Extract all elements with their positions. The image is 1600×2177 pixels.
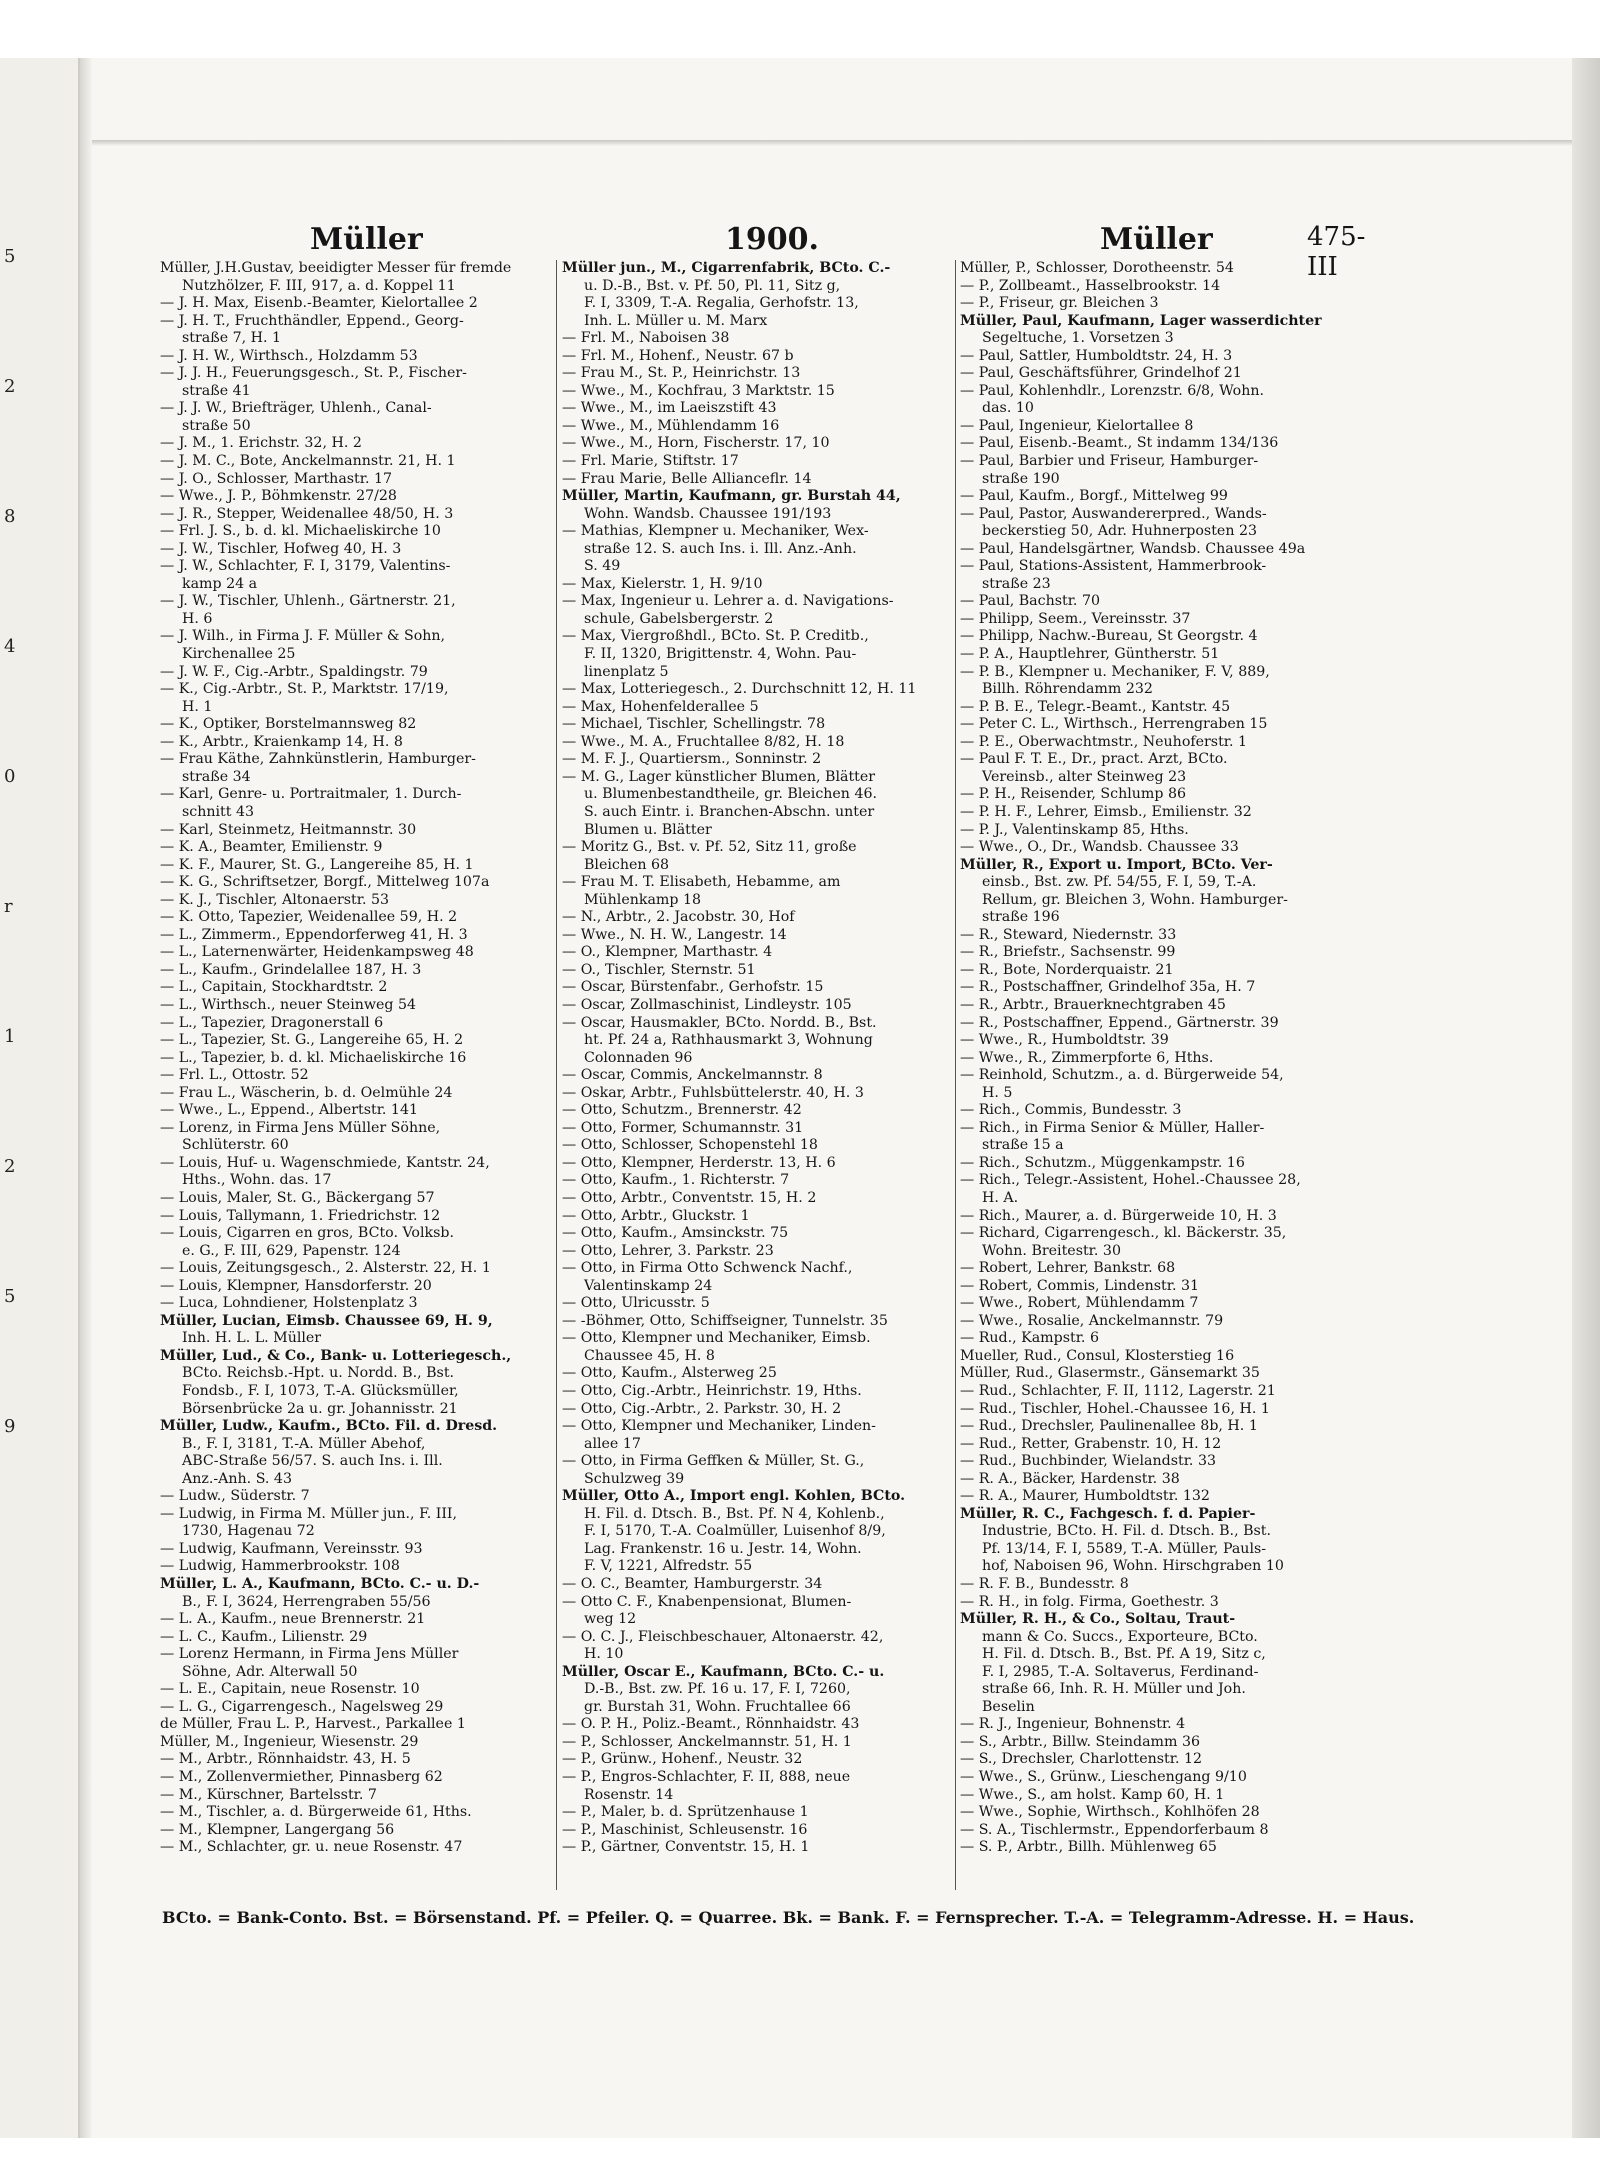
directory-entry-line: — P. B., Klempner u. Mechaniker, F. V, 889, [960,663,1270,680]
directory-entry-line: — Otto, Arbtr., Conventstr. 15, H. 2 [562,1189,817,1206]
previous-page-text-fragment: 2 [4,376,16,397]
directory-entry-line: — J. J. H., Feuerungsgesch., St. P., Fischer- [160,365,467,382]
directory-entry-line: — Rud., Buchbinder, Wielandstr. 33 [960,1453,1217,1470]
directory-entry-line: — Otto, Kaufm., Alsterweg 25 [562,1365,777,1382]
directory-entry-line: — Reinhold, Schutzm., a. d. Bürgerweide 54, [960,1067,1284,1084]
directory-entry-line: Mühlenkamp 18 [584,891,702,908]
directory-entry-line: e. G., F. III, 629, Papenstr. 124 [182,1242,401,1259]
directory-entry-line: Müller, Rud., Glasermstr., Gänsemarkt 35 [960,1365,1260,1382]
directory-entry-line: Pf. 13/14, F. I, 5589, T.-A. Müller, Pauls- [982,1540,1267,1557]
directory-entry-line: — R., Briefstr., Sachsenstr. 99 [960,944,1176,961]
directory-entry-line: — Robert, Commis, Lindenstr. 31 [960,1277,1200,1294]
directory-entry-line: allee 17 [584,1435,641,1452]
header-left-keyword: Müller [310,222,423,257]
directory-entry-line: — J. W., Schlachter, F. I, 3179, Valentins- [160,558,451,575]
directory-entry-line: gr. Burstah 31, Wohn. Fruchtallee 66 [584,1698,851,1715]
directory-entry-line: Valentinskamp 24 [584,1277,713,1294]
directory-entry-line: — Otto, Klempner, Herderstr. 13, H. 6 [562,1154,836,1171]
directory-entry-line: — J. W., Tischler, Hofweg 40, H. 3 [160,540,402,557]
page-number: 475-III [1307,222,1366,282]
directory-entry-line: — Rud., Retter, Grabenstr. 10, H. 12 [960,1435,1222,1452]
directory-entry-line: — Paul, Stations-Assistent, Hammerbrook- [960,558,1267,575]
directory-entry-line: F. V, 1221, Alfredstr. 55 [584,1558,753,1575]
directory-entry-line: — Frau L., Wäscherin, b. d. Oelmühle 24 [160,1084,453,1101]
directory-entry-line: — Wwe., M., im Laeiszstift 43 [562,400,777,417]
directory-entry-line: Chaussee 45, H. 8 [584,1347,715,1364]
directory-entry-line: straße 190 [982,470,1060,487]
directory-entry-line: H. 5 [982,1084,1013,1101]
directory-entry-line: — Louis, Maler, St. G., Bäckergang 57 [160,1189,435,1206]
directory-entry-line: — Wwe., Robert, Mühlendamm 7 [960,1295,1199,1312]
directory-entry-line: — K., Cig.-Arbtr., St. P., Marktstr. 17/19, [160,681,449,698]
directory-entry-line: — Rich., in Firma Senior & Müller, Haller- [960,1119,1265,1136]
directory-entry-line: — L., Tapezier, Dragonerstall 6 [160,1014,384,1031]
directory-entry-line: — Wwe., S., am holst. Kamp 60, H. 1 [960,1786,1225,1803]
directory-entry-line: Müller, J.H.Gustav, beeidigter Messer für fremde [160,260,512,276]
previous-page-text-fragment: 9 [4,1416,16,1437]
directory-entry-line: — S. P., Arbtr., Billh. Mühlenweg 65 [960,1839,1217,1856]
directory-entry-line: — Wwe., O., Dr., Wandsb. Chaussee 33 [960,839,1239,856]
directory-entry-line: — Rich., Commis, Bundesstr. 3 [960,1102,1182,1119]
directory-entry-line: — P. B. E., Telegr.-Beamt., Kantstr. 45 [960,698,1231,715]
directory-entry-line: Söhne, Adr. Alterwall 50 [182,1663,358,1680]
abbreviation-legend: BCto. = Bank-Conto. Bst. = Börsenstand. Pf. = Pfeiler. Q. = Quarree. Bk. = Bank. F. = Fernsprecher. T.-A. = Telegramm-Adresse. H. = Haus. [162,1908,1415,1927]
directory-entry-line: — Rud., Schlachter, F. II, 1112, Lagerstr. 21 [960,1383,1276,1399]
directory-entry-line: — K. J., Tischler, Altonaerstr. 53 [160,891,390,908]
directory-entry-line: — J. M. C., Bote, Anckelmannstr. 21, H. 1 [160,453,456,470]
directory-entry-line: straße 12. S. auch Ins. i. Ill. Anz.-Anh. [584,540,857,557]
directory-entry-line: — Paul, Sattler, Humboldtstr. 24, H. 3 [960,347,1233,364]
directory-entry-line: — Oscar, Hausmakler, BCto. Nordd. B., Bst. [562,1014,877,1031]
directory-entry-line: — M. G., Lager künstlicher Blumen, Blätter [562,768,876,785]
directory-entry-line: — L., Capitain, Stockhardtstr. 2 [160,979,388,996]
directory-entry-line: — Max, Viergroßhdl., BCto. St. P. Creditb., [562,628,869,645]
directory-entry-line: — K. F., Maurer, St. G., Langereihe 85, H. 1 [160,856,474,873]
directory-entry-line: — M., Tischler, a. d. Bürgerweide 61, Hths. [160,1804,472,1821]
directory-entry-line: — Robert, Lehrer, Bankstr. 68 [960,1260,1176,1277]
directory-entry-line: — Louis, Tallymann, 1. Friedrichstr. 12 [160,1207,441,1224]
directory-entry-line: — J. H. W., Wirthsch., Holzdamm 53 [160,347,418,364]
directory-entry-line: — Paul, Geschäftsführer, Grindelhof 21 [960,365,1242,382]
directory-entry-line: — M., Arbtr., Rönnhaidstr. 43, H. 5 [160,1751,411,1768]
column-divider [556,260,557,1890]
directory-entry-line: — N., Arbtr., 2. Jacobstr. 30, Hof [562,909,795,926]
directory-entry-line: — J. W., Tischler, Uhlenh., Gärtnerstr. 21, [160,593,456,610]
directory-entry-line: — Otto, in Firma Otto Schwenck Nachf., [562,1260,853,1277]
book-gutter [80,58,92,2138]
directory-entry-line: — L., Tapezier, St. G., Langereihe 65, H. 2 [160,1032,464,1049]
directory-entry-line: — Otto, Cig.-Arbtr., 2. Parkstr. 30, H. 2 [562,1400,842,1417]
directory-entry-line: — K., Arbtr., Kraienkamp 14, H. 8 [160,733,403,750]
directory-entry-line: — Wwe., Rosalie, Anckelmannstr. 79 [960,1312,1224,1329]
directory-entry-line: — R., Postschaffner, Eppend., Gärtnerstr. 39 [960,1014,1279,1031]
directory-entry-line: straße 23 [982,575,1051,592]
directory-entry-line: — O., Tischler, Sternstr. 51 [562,961,756,978]
directory-entry-line: Schulzweg 39 [584,1470,685,1487]
directory-entry-line: — K. Otto, Tapezier, Weidenallee 59, H. 2 [160,909,458,926]
directory-entry-line: straße 66, Inh. R. H. Müller und Joh. [982,1681,1246,1698]
directory-entry-line: — Michael, Tischler, Schellingstr. 78 [562,716,826,733]
directory-entry-line: — Otto, Arbtr., Gluckstr. 1 [562,1207,750,1224]
directory-entry-line: Müller jun., M., Cigarrenfabrik, BCto. C.- [562,260,891,276]
directory-entry-line: — Rud., Drechsler, Paulinenallee 8b, H. 1 [960,1418,1258,1435]
directory-column-3 [960,260,1332,1857]
directory-entry-line: — R. F. B., Bundesstr. 8 [960,1576,1129,1593]
directory-entry-line: — Wwe., R., Humboldtstr. 39 [960,1032,1169,1049]
directory-entry-line: — Wwe., M., Kochfrau, 3 Marktstr. 15 [562,382,835,399]
directory-entry-line: — Otto C. F., Knabenpensionat, Blumen- [562,1593,852,1610]
directory-entry-line: H. 6 [182,610,213,627]
directory-entry-line: H. A. [982,1189,1019,1206]
directory-entry-line: — S. A., Tischlermstr., Eppendorferbaum 8 [960,1821,1269,1838]
directory-entry-line: Nutzhölzer, F. III, 917, a. d. Koppel 11 [182,277,456,294]
directory-entry-line: — Rud., Tischler, Hohel.-Chaussee 16, H. 1 [960,1400,1270,1417]
directory-entry-line: — Wwe., J. P., Böhmkenstr. 27/28 [160,488,397,505]
directory-entry-line: S. auch Eintr. i. Branchen-Abschn. unter [584,803,875,820]
directory-entry-line: — Frau Marie, Belle Allianceflr. 14 [562,470,812,487]
directory-entry-line: — R., Bote, Norderquaistr. 21 [960,961,1174,978]
directory-entry-line: — Frl. M., Naboisen 38 [562,330,730,347]
directory-entry-line: ABC-Straße 56/57. S. auch Ins. i. Ill. [182,1453,443,1470]
directory-entry-line: — M., Klempner, Langergang 56 [160,1821,395,1838]
directory-entry-line: — P., Schlosser, Anckelmannstr. 51, H. 1 [562,1733,852,1750]
directory-entry-line: — Otto, Former, Schumannstr. 31 [562,1119,804,1136]
directory-entry-line: — Luca, Lohndiener, Holstenplatz 3 [160,1295,418,1312]
previous-page-text-fragment: 8 [4,506,16,527]
directory-entry-line: Schlüterstr. 60 [182,1137,289,1154]
directory-entry-line: — P. A., Hauptlehrer, Güntherstr. 51 [960,646,1220,663]
directory-entry-line: u. Blumenbestandtheile, gr. Bleichen 46. [584,786,878,803]
directory-entry-line: — Oscar, Bürstenfabr., Gerhofstr. 15 [562,979,824,996]
directory-entry-line: hof, Naboisen 96, Wohn. Hirschgraben 10 [982,1558,1284,1575]
directory-entry-line: Müller, R. H., & Co., Soltau, Traut- [960,1611,1236,1628]
directory-entry-line: — Paul, Kaufm., Borgf., Mittelweg 99 [960,488,1228,505]
directory-entry-line: Lag. Frankenstr. 16 u. Jestr. 14, Wohn. [584,1540,862,1557]
directory-entry-line: — Karl, Genre- u. Portraitmaler, 1. Durch- [160,786,462,803]
directory-column-1 [160,260,552,1857]
directory-entry-line: — Otto, Ulricusstr. 5 [562,1295,710,1312]
directory-entry-line: — P., Friseur, gr. Bleichen 3 [960,295,1159,312]
directory-entry-line: — Otto, in Firma Geffken & Müller, St. G., [562,1453,865,1470]
directory-entry-line: — Frau M., St. P., Heinrichstr. 13 [562,365,801,382]
directory-entry-line: — Otto, Klempner und Mechaniker, Eimsb. [562,1330,871,1347]
directory-entry-line: Wohn. Breitestr. 30 [982,1242,1121,1259]
directory-entry-line: Inh. H. L. L. Müller [182,1330,322,1347]
directory-entry-line: — L., Laternenwärter, Heidenkampsweg 48 [160,944,474,961]
page-right-edge [1572,58,1600,2138]
directory-entry-line: — Lorenz, in Firma Jens Müller Söhne, [160,1119,441,1136]
directory-entry-line: — Max, Ingenieur u. Lehrer a. d. Navigations- [562,593,894,610]
directory-entry-line: — Lorenz Hermann, in Firma Jens Müller [160,1646,459,1663]
directory-entry-line: — Frl. J. S., b. d. kl. Michaeliskirche 10 [160,523,441,540]
directory-entry-line: linenplatz 5 [584,663,669,680]
directory-entry-line: — Otto, Lehrer, 3. Parkstr. 23 [562,1242,774,1259]
directory-entry-line: — J. R., Stepper, Weidenallee 48/50, H. 3 [160,505,454,522]
directory-entry-line: — Wwe., M., Horn, Fischerstr. 17, 10 [562,435,830,452]
directory-entry-line: — Otto, Schutzm., Brennerstr. 42 [562,1102,802,1119]
directory-entry-line: beckerstieg 50, Adr. Huhnerposten 23 [982,523,1258,540]
directory-entry-line: — Peter C. L., Wirthsch., Herrengraben 15 [960,716,1268,733]
directory-entry-line: — Paul, Barbier und Friseur, Hamburger- [960,453,1259,470]
directory-entry-line: — R. J., Ingenieur, Bohnenstr. 4 [960,1716,1186,1733]
directory-entry-line: Müller, M., Ingenieur, Wiesenstr. 29 [160,1733,419,1750]
directory-entry-line: H. Fil. d. Dtsch. B., Bst. Pf. A 19, Sitz c, [982,1646,1266,1663]
directory-entry-line: Colonnaden 96 [584,1049,693,1066]
directory-entry-line: — Otto, Kaufm., 1. Richterstr. 7 [562,1172,790,1189]
directory-entry-line: Mueller, Rud., Consul, Klosterstieg 16 [960,1347,1235,1364]
directory-entry-line: — Louis, Zeitungsgesch., 2. Alsterstr. 22, H. 1 [160,1260,491,1277]
directory-entry-line: — P. J., Valentinskamp 85, Hths. [960,821,1189,838]
directory-entry-line: H. Fil. d. Dtsch. B., Bst. Pf. N 4, Kohlenb., [584,1505,885,1522]
directory-entry-line: — Moritz G., Bst. v. Pf. 52, Sitz 11, große [562,839,857,856]
directory-entry-line: Müller, Paul, Kaufmann, Lager wasserdichter [960,312,1322,329]
directory-entry-line: Hths., Wohn. das. 17 [182,1172,332,1189]
directory-entry-line: — Paul, Kohlenhdlr., Lorenzstr. 6/8, Wohn. [960,382,1265,399]
directory-entry-line: Segeltuche, 1. Vorsetzen 3 [982,330,1174,347]
directory-entry-line: — P., Maschinist, Schleusenstr. 16 [562,1821,808,1838]
directory-entry-line: Müller, Lud., & Co., Bank- u. Lotteriegesch., [160,1347,512,1364]
directory-entry-line: — Wwe., M., Mühlendamm 16 [562,417,780,434]
directory-entry-line: de Müller, Frau L. P., Harvest., Parkallee 1 [160,1716,466,1733]
directory-entry-line: Fondsb., F. I, 1073, T.-A. Glücksmüller, [182,1383,459,1399]
directory-entry-line: mann & Co. Succs., Exporteure, BCto. [982,1628,1258,1645]
directory-entry-line: — Ludwig, in Firma M. Müller jun., F. III, [160,1505,458,1522]
directory-entry-line: — S., Drechsler, Charlottenstr. 12 [960,1751,1203,1768]
directory-entry-line: — Ludwig, Kaufmann, Vereinsstr. 93 [160,1540,423,1557]
directory-entry-line: — Paul, Eisenb.-Beamt., St indamm 134/136 [960,435,1279,452]
directory-entry-line: Kirchenallee 25 [182,646,296,663]
directory-entry-line: H. 10 [584,1646,624,1663]
directory-entry-line: — Richard, Cigarrengesch., kl. Bäckerstr. 35, [960,1225,1287,1242]
directory-entry-line: Müller, Oscar E., Kaufmann, BCto. C.- u. [562,1663,885,1680]
directory-entry-line: Rosenstr. 14 [584,1786,674,1803]
directory-entry-line: Inh. L. Müller u. M. Marx [584,312,768,329]
directory-entry-line: — Frl. M., Hohenf., Neustr. 67 b [562,347,794,364]
directory-entry-line: Müller, L. A., Kaufmann, BCto. C.- u. D.- [160,1576,480,1593]
directory-entry-line: — O. C., Beamter, Hamburgerstr. 34 [562,1576,823,1593]
directory-entry-line: S. 49 [584,558,621,575]
directory-entry-line: — -Böhmer, Otto, Schiffseigner, Tunnelstr. 35 [562,1312,888,1329]
directory-entry-line: — J. Wilh., in Firma J. F. Müller & Sohn, [160,628,446,645]
directory-entry-line: Bleichen 68 [584,856,670,873]
directory-entry-line: — Max, Lotteriegesch., 2. Durchschnitt 12, H. 11 [562,681,917,698]
directory-entry-line: — P. H. F., Lehrer, Eimsb., Emilienstr. 32 [960,803,1252,820]
directory-entry-line: weg 12 [584,1611,637,1628]
directory-entry-line: straße 34 [182,768,251,785]
directory-entry-line: — R., Arbtr., Brauerknechtgraben 45 [960,996,1226,1013]
directory-entry-line: F. I, 3309, T.-A. Regalia, Gerhofstr. 13, [584,295,859,312]
directory-entry-line: — Wwe., Sophie, Wirthsch., Kohlhöfen 28 [960,1804,1260,1821]
directory-entry-line: — M., Schlachter, gr. u. neue Rosenstr. 47 [160,1839,463,1856]
directory-entry-line: — R., Steward, Niedernstr. 33 [960,926,1177,943]
directory-entry-line: — P. E., Oberwachtmstr., Neuhoferstr. 1 [960,733,1248,750]
directory-entry-line: — J. W. F., Cig.-Arbtr., Spaldingstr. 79 [160,663,428,680]
directory-entry-line: — J. M., 1. Erichstr. 32, H. 2 [160,435,362,452]
directory-entry-line: — Otto, Klempner und Mechaniker, Linden- [562,1418,876,1435]
directory-entry-line: — Oskar, Arbtr., Fuhlsbüttelerstr. 40, H. 3 [562,1084,864,1101]
directory-entry-line: — Karl, Steinmetz, Heitmannstr. 30 [160,821,417,838]
directory-entry-line: — Wwe., L., Eppend., Albertstr. 141 [160,1102,419,1119]
column-divider [955,260,956,1890]
directory-entry-line: — P., Zollbeamt., Hasselbrookstr. 14 [960,277,1221,294]
directory-entry-line: — J. H. Max, Eisenb.-Beamter, Kielortallee 2 [160,295,478,312]
directory-entry-line: — Ludwig, Hammerbrookstr. 108 [160,1558,400,1575]
directory-entry-line: D.-B., Bst. zw. Pf. 16 u. 17, F. I, 7260, [584,1681,851,1698]
directory-entry-line: einsb., Bst. zw. Pf. 54/55, F. I, 59, T.-A. [982,874,1257,891]
directory-entry-line: — K. A., Beamter, Emilienstr. 9 [160,839,383,856]
directory-entry-line: F. II, 1320, Brigittenstr. 4, Wohn. Pau- [584,646,857,663]
directory-entry-line: — L., Kaufm., Grindelallee 187, H. 3 [160,961,422,978]
directory-entry-line: — M., Kürschner, Bartelsstr. 7 [160,1786,377,1803]
directory-entry-line: — Wwe., M. A., Fruchtallee 8/82, H. 18 [562,733,845,750]
directory-entry-line: — Otto, Kaufm., Amsinckstr. 75 [562,1225,789,1242]
directory-entry-line: Müller, R., Export u. Import, BCto. Ver- [960,856,1273,873]
directory-entry-line: — L. A., Kaufm., neue Brennerstr. 21 [160,1611,426,1628]
directory-entry-line: BCto. Reichsb.-Hpt. u. Nordd. B., Bst. [182,1365,455,1382]
page-shadow [92,140,1572,146]
directory-entry-line: — Frau M. T. Elisabeth, Hebamme, am [562,874,841,891]
previous-page-edge [0,58,80,2138]
directory-entry-line: — Otto, Cig.-Arbtr., Heinrichstr. 19, Hths. [562,1383,862,1399]
directory-entry-line: — Frl. L., Ottostr. 52 [160,1067,309,1084]
directory-entry-line: — R. H., in folg. Firma, Goethestr. 3 [960,1593,1219,1610]
directory-column-2 [562,260,948,1857]
directory-entry-line: straße 15 a [982,1137,1064,1154]
directory-entry-line: — Frau Käthe, Zahnkünstlerin, Hamburger- [160,751,476,768]
directory-entry-line: — Paul, Handelsgärtner, Wandsb. Chaussee 49a [960,540,1306,557]
directory-entry-line: — M. F. J., Quartiersm., Sonninstr. 2 [562,751,822,768]
directory-entry-line: schule, Gabelsbergerstr. 2 [584,610,774,627]
directory-entry-line: Rellum, gr. Bleichen 3, Wohn. Hamburger- [982,891,1288,908]
previous-page-text-fragment: 5 [4,1286,16,1307]
directory-entry-line: schnitt 43 [182,803,255,820]
directory-entry-line: Vereinsb., alter Steinweg 23 [982,768,1187,785]
directory-entry-line: — Louis, Klempner, Hansdorferstr. 20 [160,1277,432,1294]
directory-entry-line: Müller, Otto A., Import engl. Kohlen, BCto. [562,1488,906,1505]
directory-entry-line: — Ludw., Süderstr. 7 [160,1488,310,1505]
directory-entry-line: — Louis, Huf- u. Wagenschmiede, Kantstr. 24, [160,1154,490,1171]
directory-entry-line: das. 10 [982,400,1034,417]
directory-entry-line: — O. P. H., Poliz.-Beamt., Rönnhaidstr. 43 [562,1716,860,1733]
directory-entry-line: — Mathias, Klempner u. Mechaniker, Wex- [562,523,869,540]
directory-entry-line: Müller, Ludw., Kaufm., BCto. Fil. d. Dresd. [160,1418,498,1435]
directory-entry-line: — J. J. W., Briefträger, Uhlenh., Canal- [160,400,432,417]
directory-entry-line: — R., Postschaffner, Grindelhof 35a, H. 7 [960,979,1256,996]
directory-entry-line: — Max, Kielerstr. 1, H. 9/10 [562,575,763,592]
directory-entry-line: Industrie, BCto. H. Fil. d. Dtsch. B., Bst. [982,1523,1272,1540]
directory-entry-line: Müller, Lucian, Eimsb. Chaussee 69, H. 9, [160,1312,493,1329]
directory-entry-line: — Rud., Kampstr. 6 [960,1330,1099,1347]
previous-page-text-fragment: 4 [4,636,16,657]
directory-entry-line: — K. G., Schriftsetzer, Borgf., Mittelweg 107a [160,874,490,891]
directory-entry-line: — Philipp, Nachw.-Bureau, St Georgstr. 4 [960,628,1258,645]
directory-entry-line: — Rich., Telegr.-Assistent, Hohel.-Chaussee 28, [960,1172,1301,1189]
directory-entry-line: kamp 24 a [182,575,258,592]
directory-entry-line: — Max, Hohenfelderallee 5 [562,698,759,715]
directory-entry-line: B., F. I, 3624, Herrengraben 55/56 [182,1593,431,1610]
directory-entry-line: — L. G., Cigarrengesch., Nagelsweg 29 [160,1698,444,1715]
directory-entry-line: — Paul, Bachstr. 70 [960,593,1101,610]
directory-entry-line: — P., Maler, b. d. Sprützenhause 1 [562,1804,809,1821]
directory-entry-line: — Frl. Marie, Stiftstr. 17 [562,453,739,470]
directory-entry-line: Blumen u. Blätter [584,821,712,838]
directory-entry-line: — L. E., Capitain, neue Rosenstr. 10 [160,1681,420,1698]
directory-entry-line: — P. H., Reisender, Schlump 86 [960,786,1187,803]
directory-entry-line: Müller, P., Schlosser, Dorotheenstr. 54 [960,260,1234,276]
directory-entry-line: Billh. Röhrendamm 232 [982,681,1153,698]
previous-page-text-fragment: 5 [4,246,16,267]
directory-entry-line: — Philipp, Seem., Vereinsstr. 37 [960,610,1191,627]
directory-entry-line: — L., Zimmerm., Eppendorferweg 41, H. 3 [160,926,468,943]
directory-entry-line: u. D.-B., Bst. v. Pf. 50, Pl. 11, Sitz g, [584,277,841,294]
directory-entry-line: — P., Engros-Schlachter, F. II, 888, neue [562,1769,851,1786]
directory-entry-line: — R. A., Bäcker, Hardenstr. 38 [960,1470,1180,1487]
directory-entry-line: Börsenbrücke 2a u. gr. Johannisstr. 21 [182,1400,458,1417]
directory-entry-line: Müller, R. C., Fachgesch. f. d. Papier- [960,1505,1256,1522]
directory-entry-line: — O., Klempner, Marthastr. 4 [562,944,773,961]
directory-entry-line: straße 50 [182,417,251,434]
directory-entry-line: — O. C. J., Fleischbeschauer, Altonaerstr. 42, [562,1628,884,1645]
directory-entry-line: — J. O., Schlosser, Marthastr. 17 [160,470,393,487]
directory-entry-line: Beselin [982,1698,1035,1715]
directory-entry-line: — Paul, Ingenieur, Kielortallee 8 [960,417,1194,434]
directory-entry-line: — Rich., Schutzm., Müggenkampstr. 16 [960,1154,1245,1171]
directory-entry-line: Müller, Martin, Kaufmann, gr. Burstah 44, [562,488,901,505]
directory-entry-line: — Oscar, Commis, Anckelmannstr. 8 [562,1067,823,1084]
directory-entry-line: — P., Grünw., Hohenf., Neustr. 32 [562,1751,803,1768]
directory-entry-line: — Louis, Cigarren en gros, BCto. Volksb. [160,1225,454,1242]
directory-entry-line: 1730, Hagenau 72 [182,1523,315,1540]
directory-entry-line: — R. A., Maurer, Humboldtstr. 132 [960,1488,1210,1505]
directory-entry-line: — L., Wirthsch., neuer Steinweg 54 [160,996,417,1013]
previous-page-text-fragment: 0 [4,766,16,787]
directory-entry-line: — J. H. T., Fruchthändler, Eppend., Georg- [160,312,464,329]
directory-entry-line: — Wwe., N. H. W., Langestr. 14 [562,926,787,943]
directory-entry-line: ht. Pf. 24 a, Rathhausmarkt 3, Wohnung [584,1032,873,1049]
header-right-keyword: Müller [1100,222,1213,257]
directory-entry-line: H. 1 [182,698,213,715]
directory-entry-line: — K., Optiker, Borstelmannsweg 82 [160,716,417,733]
directory-entry-line: — P., Gärtner, Conventstr. 15, H. 1 [562,1839,810,1856]
directory-entry-line: — Oscar, Zollmaschinist, Lindleystr. 105 [562,996,852,1013]
directory-entry-line: — M., Zollenvermiether, Pinnasberg 62 [160,1769,443,1786]
directory-entry-line: Wohn. Wandsb. Chaussee 191/193 [584,505,832,522]
directory-entry-line: straße 41 [182,382,251,399]
directory-entry-line: — Wwe., R., Zimmerpforte 6, Hths. [960,1049,1214,1066]
directory-entry-line: B., F. I, 3181, T.-A. Müller Abehof, [182,1435,426,1452]
header-year: 1900. [725,222,819,257]
directory-entry-line: straße 7, H. 1 [182,330,282,347]
directory-entry-line: — Paul F. T. E., Dr., pract. Arzt, BCto. [960,751,1228,768]
directory-entry-line: — Wwe., S., Grünw., Lieschengang 9/10 [960,1769,1247,1786]
previous-page-text-fragment: r [4,896,13,917]
directory-entry-line: — L. C., Kaufm., Lilienstr. 29 [160,1628,368,1645]
directory-entry-line: straße 196 [982,909,1060,926]
directory-entry-line: Anz.-Anh. S. 43 [182,1470,292,1487]
previous-page-text-fragment: 2 [4,1156,16,1177]
previous-page-text-fragment: 1 [4,1026,16,1047]
directory-entry-line: — S., Arbtr., Billw. Steindamm 36 [960,1733,1201,1750]
directory-entry-line: — Rich., Maurer, a. d. Bürgerweide 10, H. 3 [960,1207,1277,1224]
directory-entry-line: — L., Tapezier, b. d. kl. Michaeliskirche 16 [160,1049,467,1066]
directory-entry-line: — Otto, Schlosser, Schopenstehl 18 [562,1137,818,1154]
directory-entry-line: F. I, 2985, T.-A. Soltaverus, Ferdinand- [982,1663,1259,1680]
directory-entry-line: — Paul, Pastor, Auswandererpred., Wands- [960,505,1267,522]
directory-entry-line: F. I, 5170, T.-A. Coalmüller, Luisenhof 8/9, [584,1523,886,1540]
